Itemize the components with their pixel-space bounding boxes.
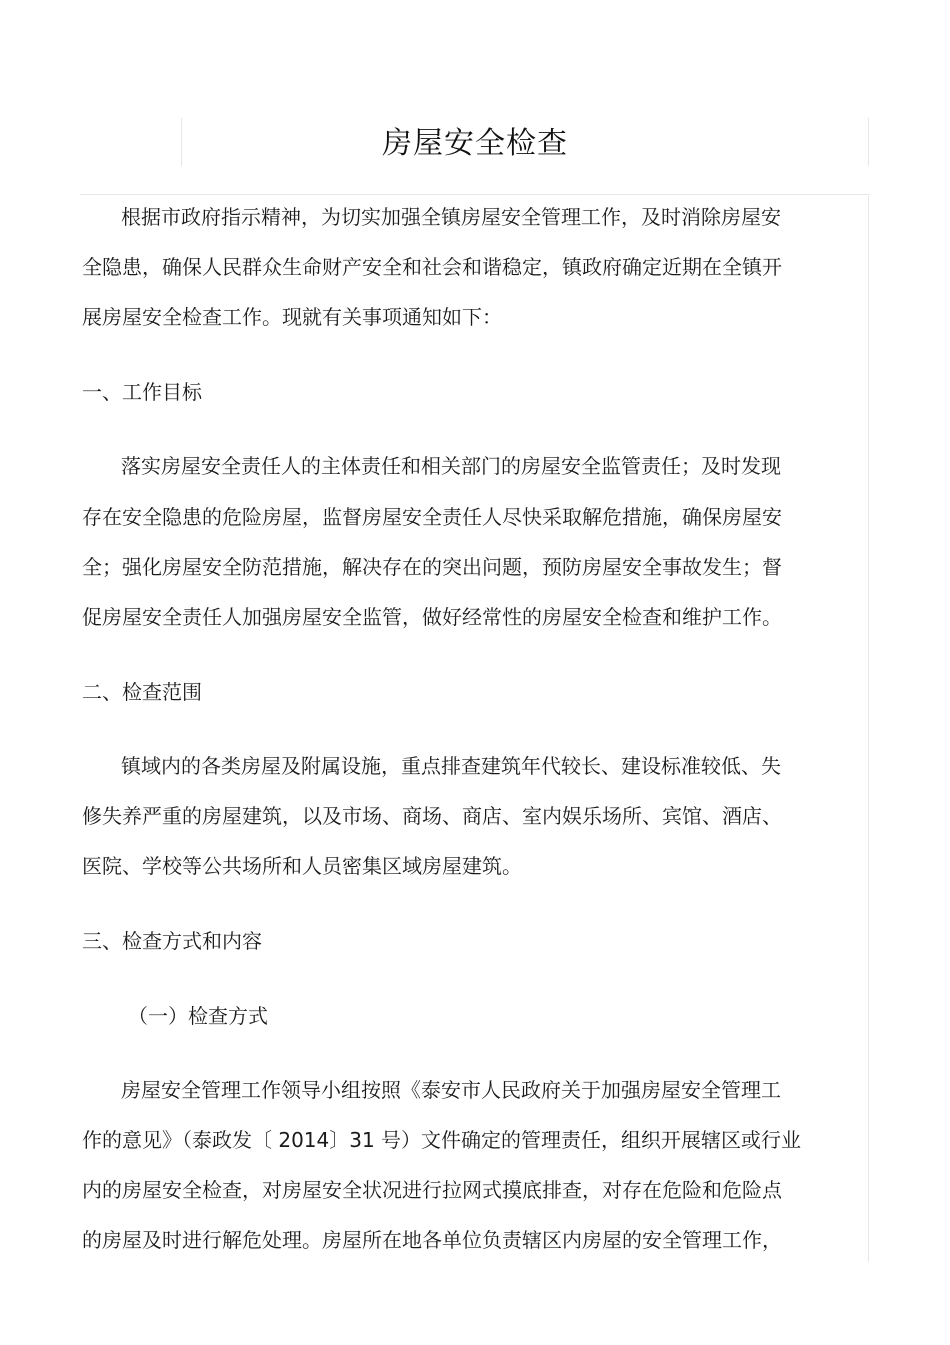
frame-line — [80, 194, 870, 195]
paragraph-line: 医院、学校等公共场所和人员密集区域房屋建筑。 — [82, 854, 522, 878]
section-heading: 三、检查方式和内容 — [82, 929, 262, 953]
paragraph-line: 内的房屋安全检查，对房屋安全状况进行拉网式摸底排查，对存在危险和危险点 — [82, 1178, 782, 1202]
paragraph-line: 房屋安全管理工作领导小组按照《泰安市人民政府关于加强房屋安全管理工 — [121, 1078, 781, 1102]
paragraph-line: 促房屋安全责任人加强房屋安全监管，做好经常性的房屋安全检查和维护工作。 — [82, 605, 782, 629]
intro-line: 全隐患，确保人民群众生命财产安全和社会和谐稳定，镇政府确定近期在全镇开 — [82, 255, 782, 279]
section-heading: 二、检查范围 — [82, 680, 202, 704]
sub-heading: （一）检查方式 — [128, 1004, 268, 1028]
intro-line: 展房屋安全检查工作。现就有关事项通知如下： — [82, 305, 502, 329]
paragraph-line: 镇域内的各类房屋及附属设施，重点排查建筑年代较长、建设标准较低、失 — [121, 754, 781, 778]
frame-line — [868, 196, 869, 1262]
paragraph-line: 落实房屋安全责任人的主体责任和相关部门的房屋安全监管责任；及时发现 — [121, 454, 781, 478]
document-title: 房屋安全检查 — [382, 126, 568, 161]
intro-line: 根据市政府指示精神，为切实加强全镇房屋安全管理工作，及时消除房屋安 — [121, 205, 781, 229]
paragraph-line: 修失养严重的房屋建筑，以及市场、商场、商店、室内娱乐场所、宾馆、酒店、 — [82, 804, 782, 828]
section-heading: 一、工作目标 — [82, 380, 202, 404]
paragraph-line: 存在安全隐患的危险房屋，监督房屋安全责任人尽快采取解危措施，确保房屋安 — [82, 505, 782, 529]
paragraph-line: 的房屋及时进行解危处理。房屋所在地各单位负责辖区内房屋的安全管理工作， — [82, 1228, 782, 1252]
paragraph-line: 作的意见》（泰政发〔 2014〕31 号）文件确定的管理责任，组织开展辖区或行业 — [82, 1128, 802, 1152]
paragraph-line: 全；强化房屋安全防范措施，解决存在的突出问题，预防房屋安全事故发生；督 — [82, 555, 782, 579]
